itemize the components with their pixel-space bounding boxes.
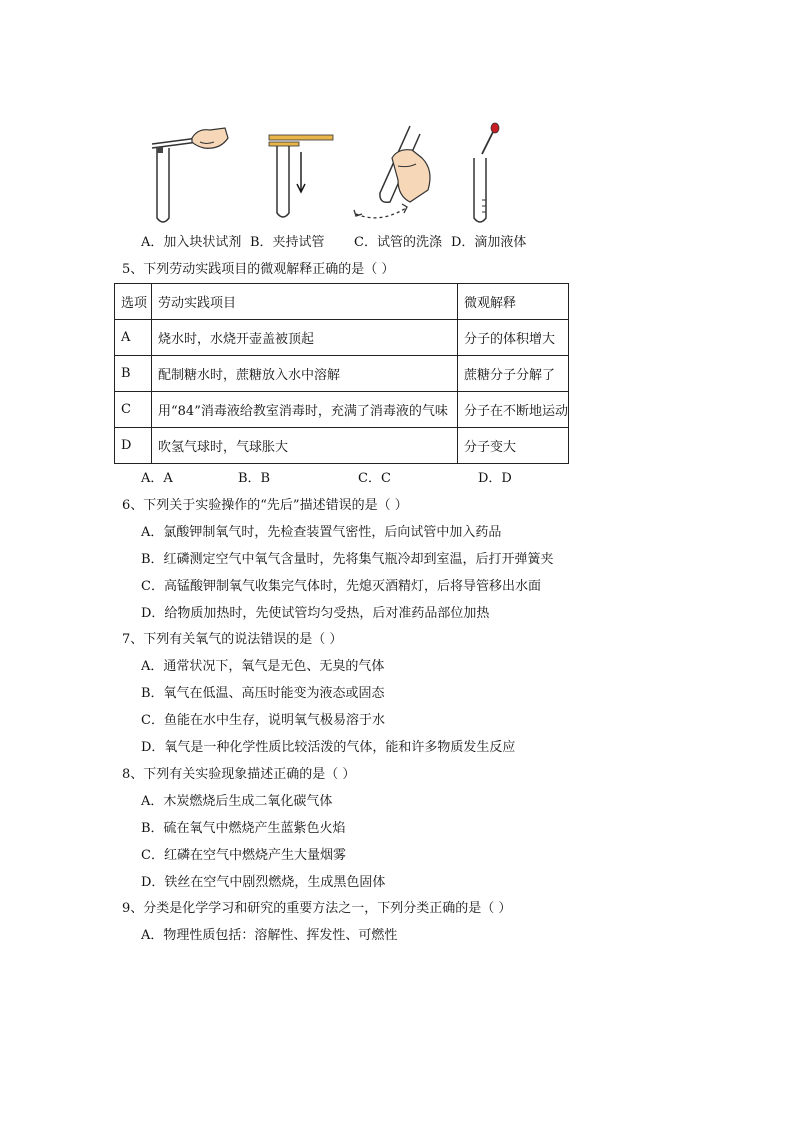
table-cell: 分子在不断地运动 [458,392,569,428]
q4-option-b: B．夹持试管 [250,235,325,250]
q9-option-a: A．物理性质包括：溶解性、挥发性、可燃性 [141,928,398,943]
table-header-cell: 微观解释 [458,284,569,320]
table-header-row [115,284,569,320]
q5-option-d: D．D [478,471,512,486]
table-cell: 用“84”消毒液给教室消毒时，充满了消毒液的气味 [152,392,458,428]
q5-stem: 5、下列劳动实践项目的微观解释正确的是（ ） [122,262,395,277]
q5-table [114,283,569,464]
test-tube-holder-icon [265,118,335,228]
shaking-test-tube-icon [350,118,450,228]
q5-option-c: C．C [358,471,391,486]
table-cell: 分子的体积增大 [458,320,569,356]
tweezers-adding-solid-to-test-tube-icon [140,118,235,228]
q4-option-c: C．试管的洗涤 [354,235,442,250]
table-cell: C [115,392,152,428]
table-cell: 吹氢气球时，气球胀大 [152,428,458,464]
table-cell: 烧水时，水烧开壶盖被顶起 [152,320,458,356]
table-row [115,392,569,428]
table-cell: B [115,356,152,392]
q4-option-d: D．滴加液体 [451,235,527,250]
table-cell: D [115,428,152,464]
table-row [115,320,569,356]
table-row [115,356,569,392]
table-cell: A [115,320,152,356]
q7-option-c: C．鱼能在水中生存，说明氧气极易溶于水 [141,713,385,728]
q8-option-c: C．红磷在空气中燃烧产生大量烟雾 [141,848,346,863]
q6-option-c: C．高锰酸钾制氧气收集完气体时，先熄灭酒精灯，后将导管移出水面 [141,579,541,594]
q8-option-a: A．木炭燃烧后生成二氧化碳气体 [141,794,333,809]
q7-option-d: D．氧气是一种化学性质比较活泼的气体，能和许多物质发生反应 [141,740,516,755]
q4-option-a: A．加入块状试剂 [141,235,242,250]
table-cell: 分子变大 [458,428,569,464]
q5-option-a: A．A [141,471,173,486]
table-row [115,428,569,464]
q6-option-d: D．给物质加热时，先使试管均匀受热，后对准药品部位加热 [141,606,490,621]
table-header-cell: 选项 [115,284,152,320]
q7-stem: 7、下列有关氧气的说法错误的是（ ） [122,632,343,647]
q6-option-b: B．红磷测定空气中氧气含量时，先将集气瓶冷却到室温，后打开弹簧夹 [141,552,554,567]
table-header-cell: 劳动实践项目 [152,284,458,320]
q8-option-d: D．铁丝在空气中剧烈燃烧，生成黑色固体 [141,875,386,890]
q8-stem: 8、下列有关实验现象描述正确的是（ ） [122,767,356,782]
q5-option-b: B．B [238,471,271,486]
dropper-into-test-tube-icon [465,118,515,228]
q8-option-b: B．硫在氧气中燃烧产生蓝紫色火焰 [141,821,346,836]
q7-option-a: A．通常状况下，氧气是无色、无臭的气体 [141,659,385,674]
q6-option-a: A．氯酸钾制氧气时，先检查装置气密性，后向试管中加入药品 [141,525,502,540]
table-cell: 蔗糖分子分解了 [458,356,569,392]
q6-stem: 6、下列关于实验操作的“先后”描述错误的是（ ） [122,498,408,513]
table-cell: 配制糖水时，蔗糖放入水中溶解 [152,356,458,392]
q9-stem: 9、分类是化学学习和研究的重要方法之一，下列分类正确的是（ ） [122,901,512,916]
q4-figures [140,118,540,228]
q7-option-b: B．氧气在低温、高压时能变为液态或固态 [141,686,385,701]
